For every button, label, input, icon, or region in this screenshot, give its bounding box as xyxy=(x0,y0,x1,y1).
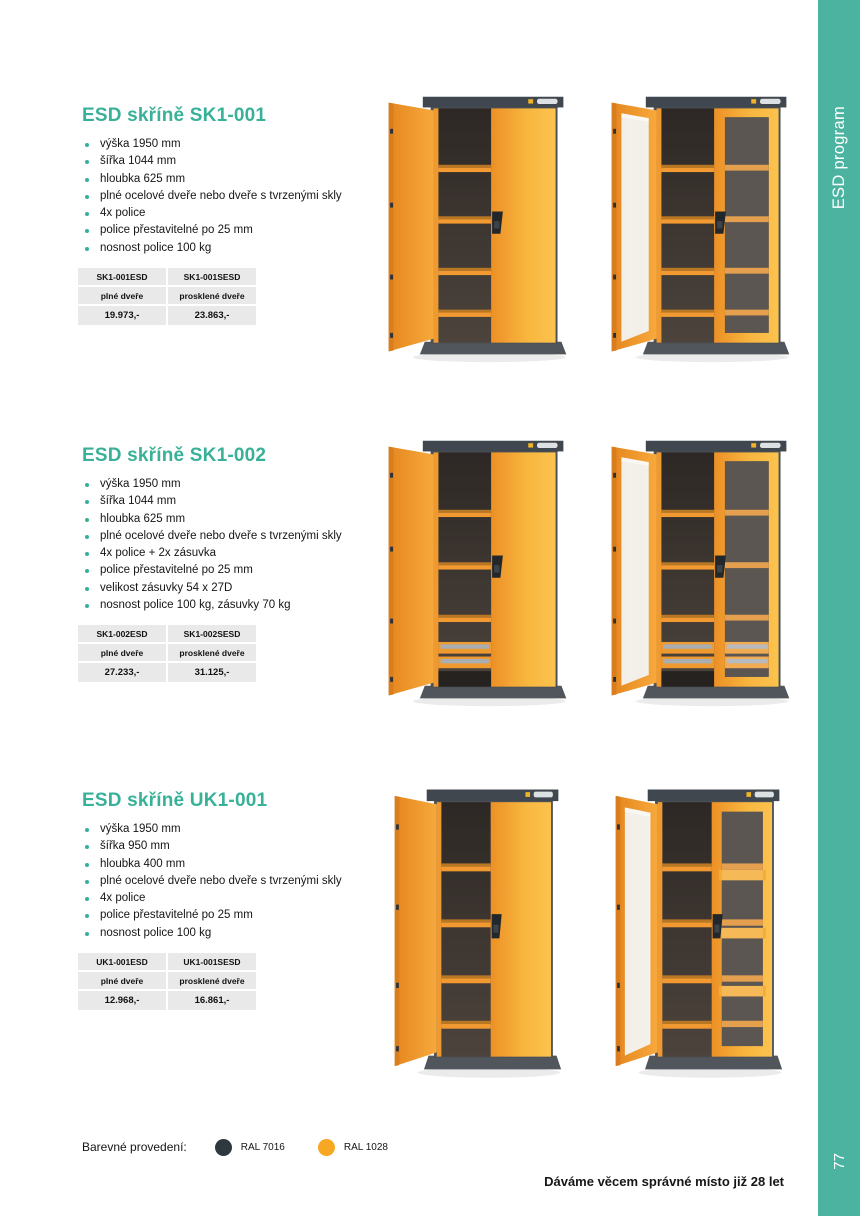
price-row xyxy=(78,663,256,682)
feature-item: plné ocelové dveře nebo dveře s tvrzenými skly xyxy=(82,188,372,205)
color-legend xyxy=(82,1138,421,1156)
variant-price: 27.233,- xyxy=(78,663,166,682)
cabinet-image-glazed-doors-drawers xyxy=(597,432,802,710)
feature-item: 4x police + 2x zásuvka xyxy=(82,545,372,562)
variant-door-type: plné dveře xyxy=(78,972,166,989)
esd-program-sidebar xyxy=(818,0,860,1216)
feature-item: plné ocelové dveře nebo dveře s tvrzenými skly xyxy=(82,528,372,545)
variant-code: SK1-001ESD xyxy=(78,268,166,285)
page-number: 77 xyxy=(830,1152,848,1170)
cabinet-image-solid-doors xyxy=(374,88,579,366)
price-table xyxy=(76,266,258,327)
variant-price: 19.973,- xyxy=(78,306,166,325)
variant-code: SK1-002ESD xyxy=(78,625,166,642)
price-row xyxy=(78,306,256,325)
code-row xyxy=(78,953,256,970)
variant-price: 23.863,- xyxy=(168,306,256,325)
cabinet-image-solid-doors-narrow xyxy=(381,780,573,1082)
feature-item: nosnost police 100 kg xyxy=(82,240,372,257)
cabinet-image-glazed-doors-narrow xyxy=(602,780,794,1082)
product-title: ESD skříně SK1-001 xyxy=(82,105,267,126)
door-type-row xyxy=(78,287,256,304)
variant-code: SK1-002SESD xyxy=(168,625,256,642)
code-row xyxy=(78,268,256,285)
variant-door-type: prosklené dveře xyxy=(168,287,256,304)
feature-item: police přestavitelné po 25 mm xyxy=(82,907,372,924)
feature-item: nosnost police 100 kg xyxy=(82,925,372,942)
variant-door-type: plné dveře xyxy=(78,287,166,304)
feature-list xyxy=(82,821,372,942)
variant-code: UK1-001ESD xyxy=(78,953,166,970)
color-name: RAL 7016 xyxy=(240,1141,285,1153)
feature-item: police přestavitelné po 25 mm xyxy=(82,562,372,579)
footer-slogan: Dáváme věcem správné místo již 28 let xyxy=(544,1174,784,1189)
variant-code: UK1-001SESD xyxy=(168,953,256,970)
feature-item: výška 1950 mm xyxy=(82,136,372,153)
price-table xyxy=(76,623,258,684)
color-swatch-icon xyxy=(318,1139,335,1156)
feature-list xyxy=(82,476,372,614)
feature-item: šířka 1044 mm xyxy=(82,493,372,510)
variant-door-type: plné dveře xyxy=(78,644,166,661)
feature-item: hloubka 625 mm xyxy=(82,171,372,188)
variant-door-type: prosklené dveře xyxy=(168,972,256,989)
feature-item: hloubka 625 mm xyxy=(82,511,372,528)
sidebar-title-box xyxy=(818,88,860,228)
variant-code: SK1-001SESD xyxy=(168,268,256,285)
product-section-sk1-001 xyxy=(82,105,372,327)
feature-item: výška 1950 mm xyxy=(82,476,372,493)
variant-price: 12.968,- xyxy=(78,991,166,1010)
cabinet-image-glazed-doors xyxy=(597,88,802,366)
variant-price: 16.861,- xyxy=(168,991,256,1010)
feature-item: šířka 1044 mm xyxy=(82,153,372,170)
color-option-ral-1028 xyxy=(318,1139,388,1156)
price-row xyxy=(78,991,256,1010)
feature-item: nosnost police 100 kg, zásuvky 70 kg xyxy=(82,597,372,614)
feature-item: police přestavitelné po 25 mm xyxy=(82,222,372,239)
feature-item: 4x police xyxy=(82,890,372,907)
feature-list xyxy=(82,136,372,257)
feature-item: šířka 950 mm xyxy=(82,838,372,855)
variant-price: 31.125,- xyxy=(168,663,256,682)
feature-item: hloubka 400 mm xyxy=(82,856,372,873)
door-type-row xyxy=(78,644,256,661)
feature-item: velikost zásuvky 54 x 27D xyxy=(82,580,372,597)
code-row xyxy=(78,625,256,642)
product-section-sk1-002 xyxy=(82,445,372,684)
feature-item: výška 1950 mm xyxy=(82,821,372,838)
door-type-row xyxy=(78,972,256,989)
product-title: ESD skříně UK1-001 xyxy=(82,790,268,811)
product-section-uk1-001 xyxy=(82,790,372,1012)
feature-item: plné ocelové dveře nebo dveře s tvrzenými skly xyxy=(82,873,372,890)
color-swatch-icon xyxy=(215,1139,232,1156)
color-name: RAL 1028 xyxy=(343,1141,388,1153)
color-option-ral-7016 xyxy=(215,1139,285,1156)
sidebar-label: ESD program xyxy=(829,106,848,210)
color-legend-label: Barevné provedení: xyxy=(82,1140,187,1154)
variant-door-type: prosklené dveře xyxy=(168,644,256,661)
price-table xyxy=(76,951,258,1012)
cabinet-image-solid-doors-drawers xyxy=(374,432,579,710)
feature-item: 4x police xyxy=(82,205,372,222)
page-number-box xyxy=(818,1136,860,1186)
product-title: ESD skříně SK1-002 xyxy=(82,445,267,466)
